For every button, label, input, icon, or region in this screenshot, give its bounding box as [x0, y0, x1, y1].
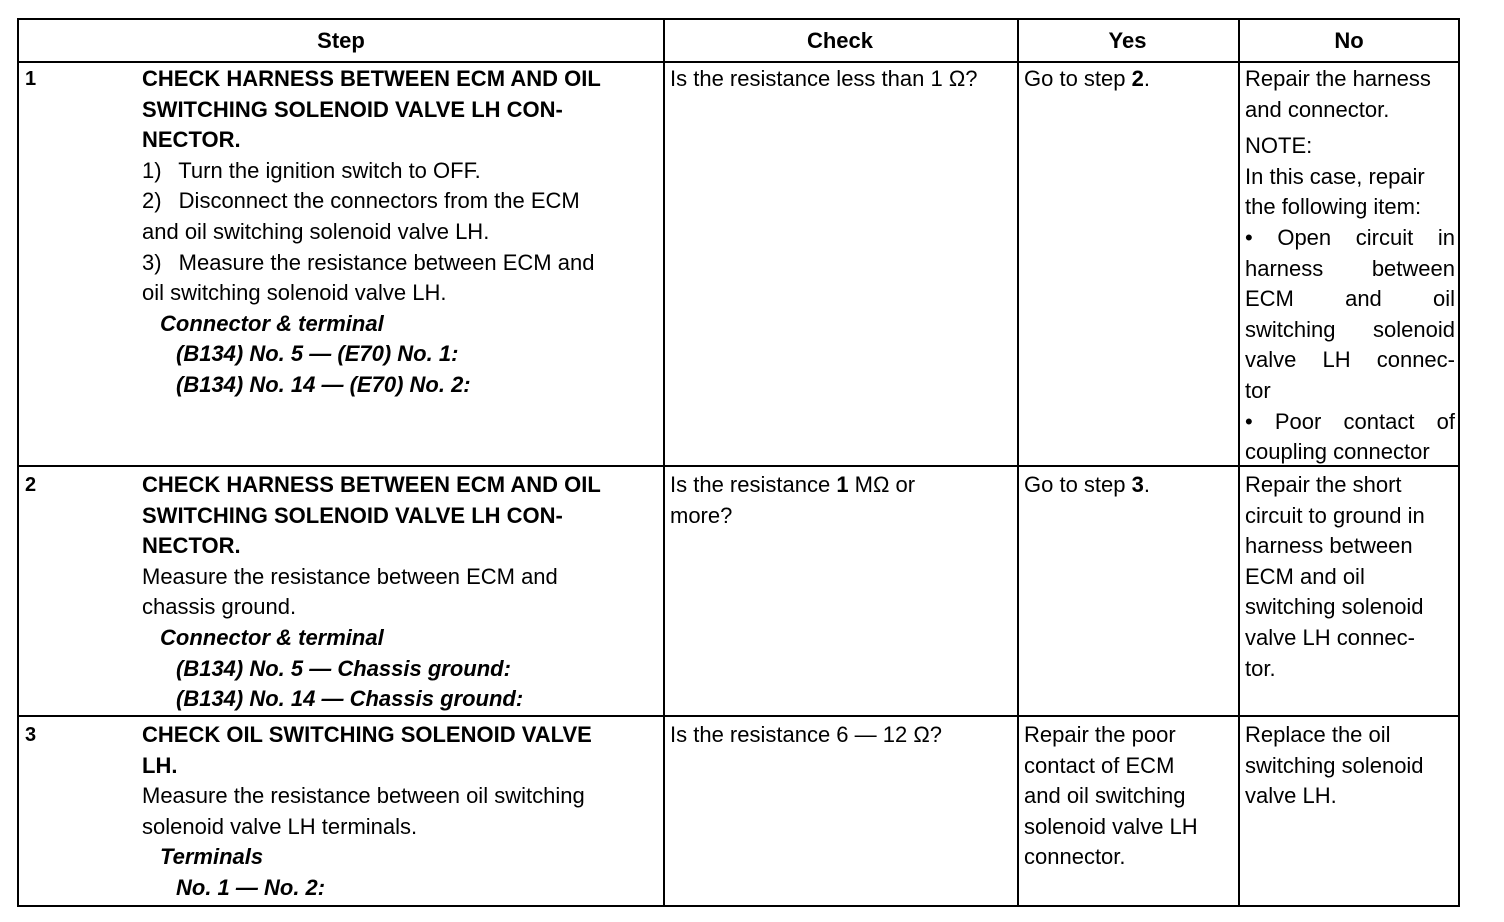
check-text: MΩ or — [848, 472, 916, 497]
yes-step-number: 3 — [1131, 472, 1144, 497]
spec-item: (B134) No. 5 — Chassis ground: — [176, 655, 511, 681]
step-body-line: 3) Measure the resistance between ECM and — [142, 249, 595, 275]
no-action — [1245, 470, 1455, 684]
note-line: In this case, repair — [1245, 163, 1425, 189]
no-action-line: Replace the oil — [1245, 722, 1391, 747]
yes-action — [1024, 470, 1236, 501]
no-action-line: circuit to ground in — [1245, 502, 1425, 528]
yes-action-line: connector. — [1024, 844, 1126, 870]
check-value: 1 — [836, 472, 849, 497]
yes-action-line: and oil switching — [1024, 783, 1186, 809]
column-divider — [663, 20, 665, 905]
note-label: NOTE: — [1245, 133, 1313, 159]
spec-label: Connector & terminal — [160, 310, 384, 336]
header-check: Check — [806, 28, 874, 53]
step-title-line: NECTOR. — [142, 533, 241, 559]
note-line: • Open circuit in — [1245, 224, 1455, 250]
note-line: ECM and oil — [1245, 286, 1455, 312]
step-title-line: CHECK HARNESS BETWEEN ECM AND OIL — [142, 66, 601, 91]
yes-action-suffix: . — [1143, 66, 1150, 91]
no-action-line: Repair the harness — [1245, 66, 1431, 91]
step-body-line: Measure the resistance between ECM and — [142, 563, 558, 589]
step-body-line: chassis ground. — [142, 594, 297, 620]
check-question: Is the resistance 6 — 12 Ω? — [670, 722, 943, 747]
step-description — [142, 64, 660, 401]
check-question — [670, 470, 1014, 531]
no-action-line: valve LH connec- — [1245, 624, 1415, 650]
yes-action-text: Go to step — [1024, 66, 1132, 91]
note-line: switching solenoid — [1245, 316, 1455, 342]
no-action-line: ECM and oil — [1245, 563, 1365, 589]
step-title-line: LH. — [142, 752, 178, 778]
diagnostic-table — [17, 18, 1460, 907]
step-number: 1 — [25, 68, 37, 90]
no-action-line: and connector. — [1245, 96, 1390, 122]
step-title-line: CHECK OIL SWITCHING SOLENOID VALVE — [142, 722, 592, 747]
step-description — [142, 720, 660, 904]
no-action-line: switching solenoid — [1245, 594, 1424, 620]
spec-label: Connector & terminal — [160, 624, 384, 650]
yes-action-line: solenoid valve LH — [1024, 813, 1198, 839]
step-title-line: NECTOR. — [142, 127, 241, 153]
check-question-line — [670, 470, 1014, 501]
step-body-line: Measure the resistance between oil switching — [142, 783, 585, 809]
row-divider — [19, 715, 1458, 717]
header-divider — [19, 61, 1458, 63]
no-action-line: valve LH. — [1245, 783, 1337, 809]
note-line: • Poor contact of — [1245, 408, 1455, 434]
note-line: tor — [1245, 377, 1271, 403]
step-title-line: CHECK HARNESS BETWEEN ECM AND OIL — [142, 472, 601, 497]
no-action — [1245, 64, 1455, 468]
step-title-line: SWITCHING SOLENOID VALVE LH CON- — [142, 502, 563, 528]
spec-label: Terminals — [160, 844, 264, 870]
yes-action-text: Go to step — [1024, 472, 1132, 497]
yes-action — [1024, 64, 1236, 95]
yes-step-number: 2 — [1131, 66, 1144, 91]
header-no: No — [1334, 28, 1364, 53]
step-number: 3 — [25, 724, 37, 746]
yes-action-suffix: . — [1143, 472, 1150, 497]
no-action-line: harness between — [1245, 533, 1413, 559]
step-description — [142, 470, 660, 715]
no-action-line: tor. — [1245, 655, 1276, 681]
header-step: Step — [317, 28, 365, 53]
step-body-line: oil switching solenoid valve LH. — [142, 280, 447, 306]
column-divider — [1238, 20, 1240, 905]
spec-item: No. 1 — No. 2: — [176, 874, 326, 900]
note-line: coupling connector — [1245, 439, 1430, 465]
check-question-line: more? — [670, 502, 733, 528]
no-action-line: Repair the short — [1245, 472, 1402, 497]
note-line: the following item: — [1245, 194, 1422, 220]
step-number: 2 — [25, 474, 37, 496]
spec-item: (B134) No. 14 — (E70) No. 2: — [176, 371, 471, 397]
check-text: Is the resistance — [670, 472, 837, 497]
header-yes: Yes — [1108, 28, 1147, 53]
row-divider — [19, 465, 1458, 467]
column-divider — [1017, 20, 1019, 905]
yes-action-line: contact of ECM — [1024, 752, 1175, 778]
step-body-line: 2) Disconnect the connectors from the ECM — [142, 188, 580, 214]
note-line: harness between — [1245, 255, 1455, 281]
no-action — [1245, 720, 1455, 812]
spec-item: (B134) No. 5 — (E70) No. 1: — [176, 341, 459, 367]
step-title-line: SWITCHING SOLENOID VALVE LH CON- — [142, 96, 563, 122]
step-body-line: and oil switching solenoid valve LH. — [142, 218, 490, 244]
no-action-line: switching solenoid — [1245, 752, 1424, 778]
spec-item: (B134) No. 14 — Chassis ground: — [176, 686, 524, 712]
step-body-line: 1) Turn the ignition switch to OFF. — [142, 157, 481, 183]
yes-action-line: Repair the poor — [1024, 722, 1176, 747]
note-line: valve LH connec- — [1245, 347, 1455, 373]
yes-action — [1024, 720, 1236, 873]
check-question: Is the resistance less than 1 Ω? — [670, 66, 978, 91]
step-body-line: solenoid valve LH terminals. — [142, 813, 418, 839]
